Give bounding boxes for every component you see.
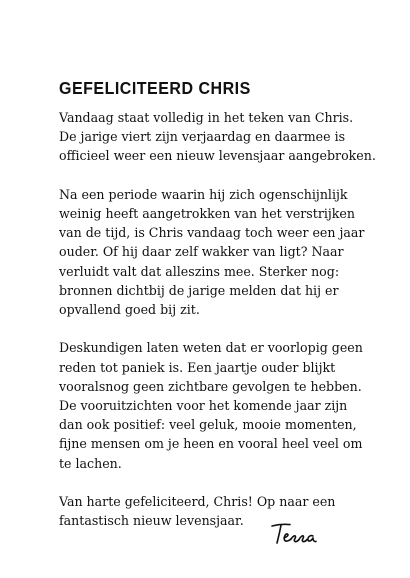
- body-line: officieel weer een nieuw levensjaar aangebroken.: [59, 148, 376, 164]
- body-line: te lachen.: [59, 455, 122, 471]
- card-title: GEFELICITEERD CHRIS: [59, 80, 251, 99]
- body-line: van de tijd, is Chris vandaag toch weer een jaar: [59, 225, 365, 241]
- signature-graphic: [268, 520, 328, 550]
- body-line: verluidt valt dat alleszins mee. Sterker nog:: [59, 263, 340, 279]
- body-line: vooralsnog geen zichtbare gevolgen te hebben.: [59, 378, 362, 394]
- body-line: Van harte gefeliciteerd, Chris! Op naar een: [59, 494, 336, 510]
- body-line: dan ook positief: veel geluk, mooie momenten,: [59, 417, 357, 433]
- body-line: fijne mensen om je heen en vooral heel veel om: [59, 436, 363, 452]
- body-line: weinig heeft aangetrokken van het verstrijken: [59, 206, 355, 221]
- body-line: Vandaag staat volledig in het teken van Chris.: [59, 110, 354, 125]
- body-line: fantastisch nieuw levensjaar.: [59, 513, 244, 529]
- paragraph-closing: [59, 492, 389, 530]
- body-line: opvallend goed bij zit.: [59, 302, 200, 318]
- paragraph-experts: [59, 338, 389, 472]
- body-line: Na een periode waarin hij zich ogenschijnlijk: [59, 186, 348, 202]
- body-line: De jarige viert zijn verjaardag en daarmee is: [59, 129, 346, 145]
- paragraph-intro: [59, 108, 389, 166]
- body-line: Deskundigen laten weten dat er voorlopig geen: [59, 340, 363, 356]
- handwritten-signature: [268, 520, 328, 550]
- body-line: De vooruitzichten voor het komende jaar zijn: [59, 398, 348, 414]
- paragraph-period: [59, 185, 389, 319]
- card-body: [59, 108, 389, 530]
- body-line: reden tot paniek is. Een jaartje ouder blijkt: [59, 359, 336, 375]
- body-line: bronnen dichtbij de jarige melden dat hij er: [59, 282, 339, 298]
- body-line: ouder. Of hij daar zelf wakker van ligt? Naar: [59, 244, 344, 260]
